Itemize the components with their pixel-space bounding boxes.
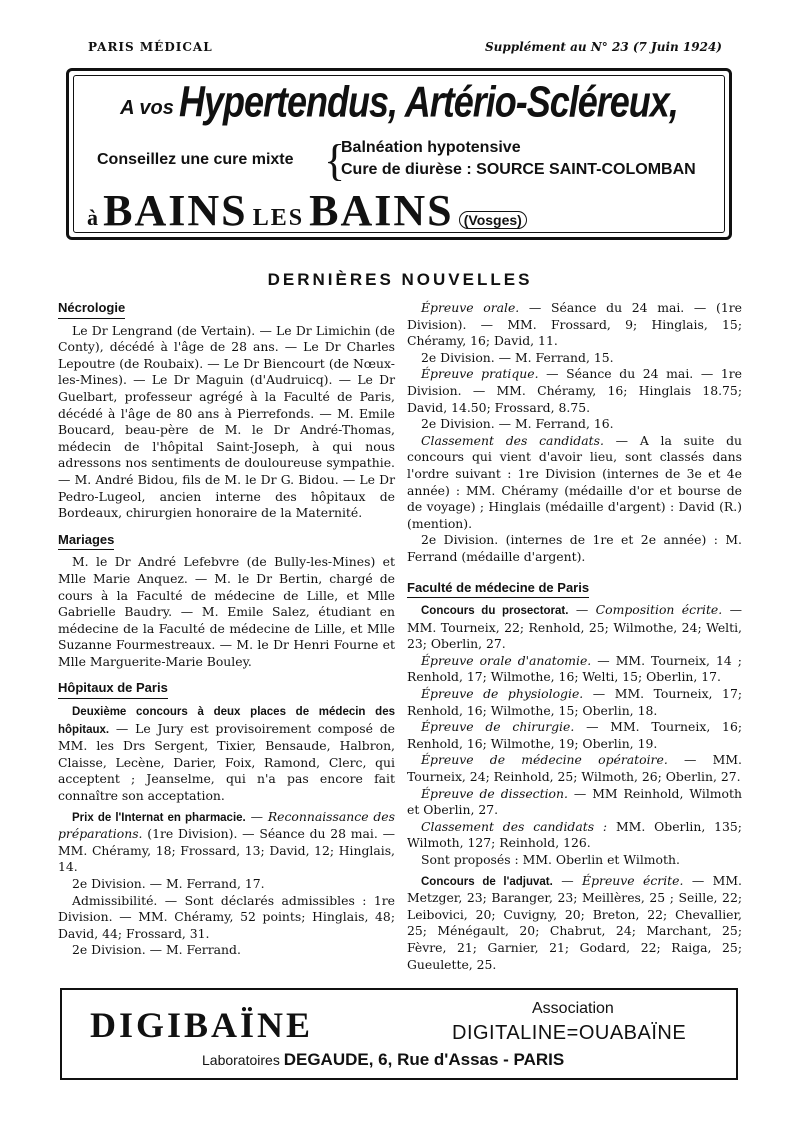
classement-final-italic: Classement des candidats : bbox=[421, 818, 608, 834]
ad-vosges: (Vosges) bbox=[459, 211, 527, 229]
ad-bains-2: BAINS bbox=[309, 186, 454, 235]
hopitaux-paragraph bbox=[58, 703, 395, 805]
prosectorat-text: — MM. Tourneix, 22; Renhold, 25; Wilmothe, 24; Welti, 23; Oberlin, 27. bbox=[407, 602, 742, 652]
ad-headline: Hypertendus, Artério-Scléreux, bbox=[179, 76, 678, 126]
pratique-text: — Séance du 24 mai. — 1re Division. — MM. Chéramy, 16; Hinglais 18.75; David, 14.50; Frossard, 8.75. bbox=[407, 366, 742, 415]
division2-admissible: 2e Division. — M. Ferrand. bbox=[72, 942, 241, 958]
section-title-necrologie: Nécrologie bbox=[58, 300, 125, 319]
classement-text: — A la suite du concours qui vient d'avoir lieu, sont classés dans l'ordre suivant : 1re Division (internes de 3e et 4e année) : MM. Chéramy (médaille d'or et bourse de de voyage) ; Hinglais (médaille d'argent) : David (R.) (mention). bbox=[407, 432, 742, 531]
section-title-mariages: Mariages bbox=[58, 532, 114, 551]
classement-paragraph bbox=[407, 433, 742, 533]
ad-a-vos: A vos bbox=[120, 97, 174, 119]
anatomie-text: — MM. Tourneix, 14 ; Renhold, 17; Wilmothe, 16; Welti, 15; Oberlin, 17. bbox=[407, 652, 742, 685]
admissibilite-text: Admissibilité. — Sont déclarés admissibles : 1re Division. — MM. Chéramy, 52 points; Hinglais, 48; David, 44; Frossard, 31. bbox=[58, 892, 395, 941]
dissection-text: — MM Reinhold, Wilmoth et Oberlin, 27. bbox=[407, 785, 742, 818]
medecine-operatoire-italic: Épreuve de médecine opératoire. bbox=[421, 752, 668, 768]
prosectorat-subtitle: Concours du prosectorat. bbox=[421, 605, 569, 618]
left-column bbox=[58, 300, 395, 959]
chirurgie-paragraph bbox=[407, 719, 742, 752]
chirurgie-text: — MM. Tourneix, 16; Renhold, 16; Wilmothe, 19; Oberlin, 19. bbox=[407, 719, 742, 751]
section-title-faculte: Faculté de médecine de Paris bbox=[407, 580, 589, 599]
ad-cure-line2: Cure de diurèse : SOURCE SAINT-COLOMBAN bbox=[341, 161, 696, 178]
ad-digibaine: DIGIBAÏNE bbox=[90, 1005, 314, 1045]
medecine-operatoire-text: — MM. Tourneix, 24; Reinhold, 25; Wilmoth, 26; Oberlin, 27. bbox=[407, 752, 742, 785]
pratique-paragraph bbox=[407, 366, 742, 416]
ad-brace: { bbox=[324, 136, 346, 185]
classement-italic: Classement des candidats. bbox=[421, 432, 604, 448]
hopitaux-text: — Le Jury est provisoirement composé de MM. les Drs Sergent, Tixier, Bensaude, Halbron, Claisse, Lecène, Darier, Foix, Ramond, Clerc, qui acceptent ; Jeanselme, qui n'a pas encore fait connaître son acceptation. bbox=[58, 720, 395, 804]
dissection-italic: Épreuve de dissection. bbox=[421, 785, 568, 801]
proposes-text: Sont proposés : MM. Oberlin et Wilmoth. bbox=[421, 852, 680, 867]
adjuvat-text: — MM. Metzger, 23; Baranger, 23; Meillères, 25 ; Seille, 22; Leibovici, 20; Cuvigny, 20; Breton, 22; Chevallier, 25; Ménégault, 20; Chabrut, 24; Marchant, 25; Fèvre, 21; Garnier, 21; Godard, 22; Raiga, 25; Gueulette, 25. bbox=[407, 872, 742, 972]
prosectorat-paragraph bbox=[407, 602, 742, 653]
ad-bains-row bbox=[87, 185, 719, 236]
oral-paragraph bbox=[407, 300, 742, 350]
ad-association: Association bbox=[532, 1000, 614, 1017]
adjuvat-italic: — Épreuve écrite. bbox=[561, 872, 684, 888]
hopitaux-subtitle: Deuxième concours à deux places de médecin des hôpitaux. bbox=[58, 706, 395, 736]
medecine-operatoire-paragraph bbox=[407, 752, 742, 785]
classement-final-paragraph bbox=[407, 819, 742, 852]
pratique-division2: 2e Division. — M. Ferrand, 16. bbox=[421, 416, 614, 432]
oral-italic: Épreuve orale. bbox=[421, 300, 520, 315]
ad-headline-row bbox=[69, 76, 729, 126]
anatomie-paragraph bbox=[407, 653, 742, 686]
classement-final-text: MM. Oberlin, 135; Wilmoth, 127; Reinhold, 126. bbox=[407, 818, 742, 851]
top-advertisement bbox=[66, 68, 732, 240]
oral-division2: 2e Division. — M. Ferrand, 15. bbox=[421, 349, 614, 365]
anatomie-italic: Épreuve orale d'anatomie. bbox=[421, 652, 592, 668]
internat-text: (1re Division). — Séance du 28 mai. — MM. Chéramy, 18; Frossard, 13; David, 12; Hinglais, 14. bbox=[58, 826, 395, 875]
classement-division2: 2e Division. (internes de 1re et 2e année) : M. Ferrand (médaille d'argent). bbox=[407, 532, 742, 564]
pratique-italic: Épreuve pratique. bbox=[421, 366, 539, 382]
internat-italic: — Reconnaissance des préparations. bbox=[58, 808, 395, 842]
physiologie-text: — MM. Tourneix, 17; Renhold, 16; Wilmothe, 15; Oberlin, 18. bbox=[407, 686, 742, 718]
prosectorat-italic: — Composition écrite. bbox=[575, 602, 723, 618]
dissection-paragraph bbox=[407, 786, 742, 819]
ad-les: LES bbox=[252, 205, 305, 231]
internat-subtitle: Prix de l'Internat en pharmacie. bbox=[72, 811, 246, 824]
ad-bains-1: BAINS bbox=[103, 186, 248, 235]
page-title: DERNIÈRES NOUVELLES bbox=[267, 270, 533, 289]
ad-cure-lines bbox=[341, 137, 696, 181]
right-column bbox=[407, 300, 742, 973]
ad-cure-line1: Balnéation hypotensive bbox=[341, 139, 521, 156]
page-header bbox=[88, 40, 722, 58]
ad-a: à bbox=[87, 205, 98, 230]
chirurgie-italic: Épreuve de chirurgie. bbox=[421, 719, 575, 735]
necrologie-text: Le Dr Lengrand (de Vertain). — Le Dr Limichin (de Conty), décédé à l'âge de 28 ans. — Le Dr Charles Lepoutre (de Roubaix). — Le Dr Biencourt (de Nœux-les-Mines). — Le Dr Maguin (d'Audruicq). — Le Dr Guelbart, professeur agrégé à la Faculté de Paris, décédé à l'âge de 80 ans à Pierrefonds. — M. Emile Boucard, beau-père de M. le Dr André-Thomas, médecin de l'hôpital Saint-Joseph, à qui nous adressons nos sentiments de douloureuse sympathie. — M. André Bidou, fils de M. le Dr G. Bidou. — Le Dr Pedro-Lugeol, ancien interne des hôpitaux de Bordeaux, chirurgien honoraire de la Maternité. bbox=[58, 322, 395, 521]
adjuvat-subtitle: Concours de l'adjuvat. bbox=[421, 875, 553, 888]
internat-paragraph bbox=[58, 809, 395, 876]
ad-conseillez: Conseillez une cure mixte bbox=[97, 151, 294, 168]
division2-result: 2e Division. — M. Ferrand, 17. bbox=[72, 876, 265, 891]
physiologie-italic: Épreuve de physiologie. bbox=[421, 686, 584, 702]
oral-text: — Séance du 24 mai. — (1re Division). — MM. Frossard, 9; Hinglais, 15; Chéramy, 16; David, 11. bbox=[407, 300, 742, 349]
ad-labo-name: DEGAUDE, 6, Rue d'Assas - PARIS bbox=[283, 1050, 565, 1069]
journal-name: PARIS MÉDICAL bbox=[88, 40, 213, 54]
issue-info: Supplément au N° 23 (7 Juin 1924) bbox=[485, 40, 722, 54]
ad-labo-prefix: Laboratoires bbox=[202, 1052, 280, 1068]
ad-laboratoires bbox=[202, 1050, 564, 1070]
section-title-hopitaux: Hôpitaux de Paris bbox=[58, 680, 168, 699]
physiologie-paragraph bbox=[407, 686, 742, 719]
mariages-text: M. le Dr André Lefebvre (de Bully-les-Mines) et Mlle Marie Anquez. — M. le Dr Bertin, chargé de cours à la Faculté de médecine de Lille, et Mlle Gabrielle Baudry. — M. Emile Salez, étudiant en médecine de la Faculté de médecine de Lille, et Mlle Suzanne Fourmestreaux. — M. le Dr Henri Fourne et Mlle Marguerite-Marie Bouley. bbox=[58, 554, 395, 669]
adjuvat-paragraph bbox=[407, 873, 742, 974]
bottom-advertisement bbox=[60, 988, 738, 1080]
ad-digitaline: DIGITALINE=OUABAÏNE bbox=[452, 1022, 687, 1044]
